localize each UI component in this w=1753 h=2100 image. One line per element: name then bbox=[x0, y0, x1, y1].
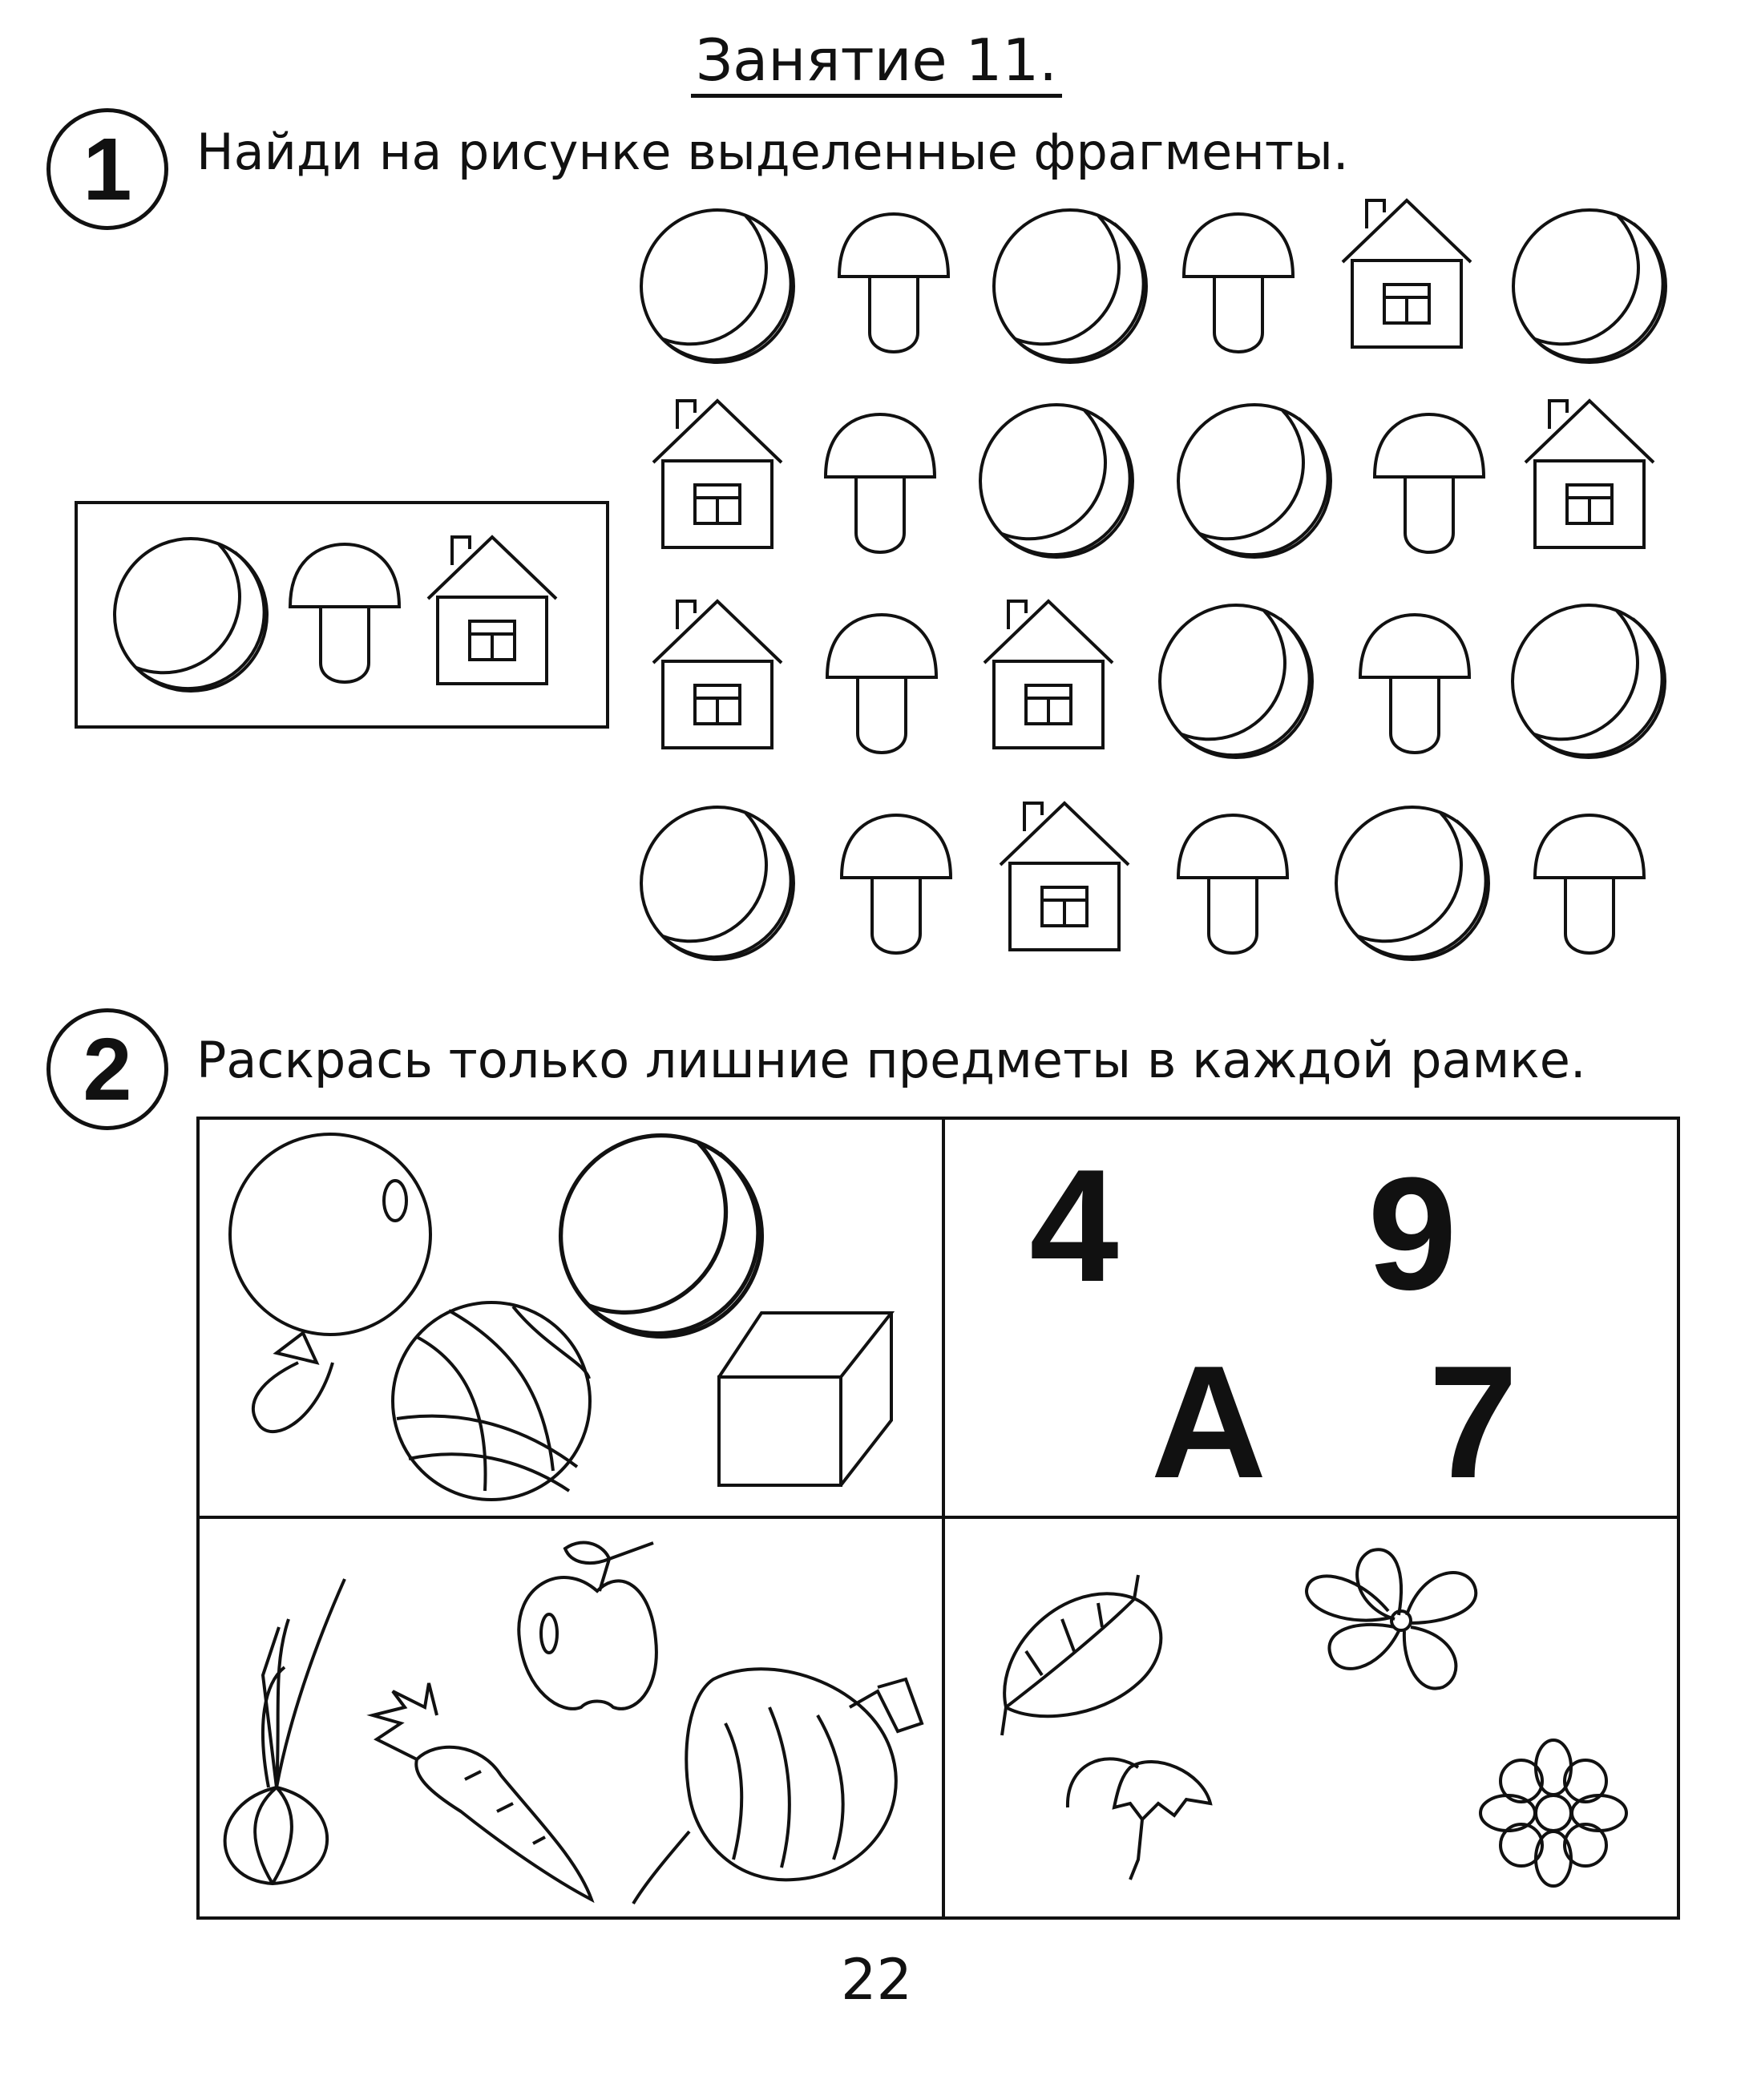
symbol-nine: 9 bbox=[1367, 1145, 1457, 1323]
leaf-icon bbox=[1002, 1575, 1161, 1735]
onion-icon bbox=[225, 1579, 345, 1884]
cube-icon bbox=[719, 1313, 891, 1485]
grid-ball-icon bbox=[994, 210, 1146, 362]
grid-ball-icon bbox=[980, 405, 1133, 557]
symbol-seven: 7 bbox=[1428, 1333, 1518, 1512]
task-1-instruction: Найди на рисунке выделенные фрагменты. bbox=[196, 123, 1349, 181]
grid-house-icon bbox=[1525, 401, 1654, 547]
grid-ball-icon bbox=[641, 807, 794, 959]
daisy-flower-icon bbox=[1480, 1740, 1626, 1886]
sample-ball-icon bbox=[115, 539, 267, 691]
volleyball-icon bbox=[393, 1302, 590, 1500]
lesson-title-text: Занятие 11. bbox=[691, 26, 1062, 98]
sample-house-icon bbox=[428, 537, 556, 684]
grid-mushroom-icon bbox=[1535, 815, 1644, 953]
grid-ball-icon bbox=[1513, 605, 1665, 757]
grid-ball-icon bbox=[1160, 605, 1312, 757]
symbol-four: 4 bbox=[1029, 1137, 1119, 1315]
grid-ball-icon bbox=[1513, 210, 1666, 362]
grid-mushroom-icon bbox=[842, 815, 951, 953]
grid-mushroom-icon bbox=[827, 615, 936, 753]
grid-mushroom-icon bbox=[1178, 815, 1287, 953]
grid-house-icon bbox=[984, 601, 1113, 748]
frame-ball-icon bbox=[561, 1136, 762, 1337]
grid-house-icon bbox=[653, 401, 782, 547]
beet-icon bbox=[633, 1669, 922, 1904]
task-2-number: 2 bbox=[83, 1020, 132, 1119]
grid-mushroom-icon bbox=[839, 214, 948, 352]
grid-ball-icon bbox=[1178, 405, 1331, 557]
task-1-number: 1 bbox=[83, 119, 132, 219]
pansy-flower-icon bbox=[1307, 1549, 1476, 1688]
balloon-icon bbox=[230, 1134, 430, 1432]
grid-ball-icon bbox=[641, 210, 794, 362]
apple-icon bbox=[519, 1542, 656, 1708]
grid-house-icon bbox=[1343, 200, 1471, 347]
sample-frame bbox=[76, 503, 608, 727]
grid-mushroom-icon bbox=[1184, 214, 1293, 352]
grid-mushroom-icon bbox=[1375, 414, 1484, 552]
task-2-instruction: Раскрась только лишние предметы в каждой рамке. bbox=[196, 1031, 1586, 1089]
grid-mushroom-icon bbox=[826, 414, 935, 552]
grid-ball-icon bbox=[1336, 807, 1488, 959]
grid-mushroom-icon bbox=[1360, 615, 1469, 753]
carrot-icon bbox=[373, 1683, 592, 1900]
page-number: 22 bbox=[840, 1947, 913, 2013]
bell-flower-icon bbox=[1068, 1759, 1210, 1880]
symbol-letter-a: А bbox=[1150, 1333, 1267, 1512]
sample-mushroom-icon bbox=[290, 544, 399, 682]
grid-house-icon bbox=[1000, 803, 1129, 950]
grid-house-icon bbox=[653, 601, 782, 748]
